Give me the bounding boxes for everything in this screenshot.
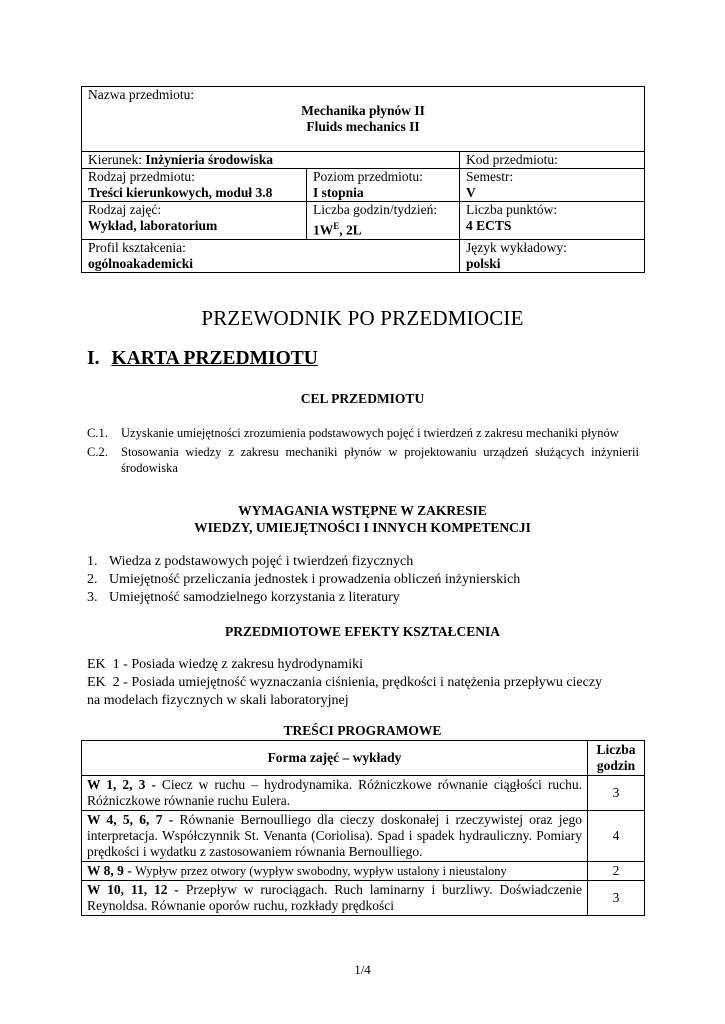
hours-value-sup: E (333, 221, 340, 231)
col-form-header: Forma zajęć – wykłady (82, 741, 588, 776)
lecture-cell (82, 881, 588, 916)
lecture-hours: 2 (588, 862, 645, 881)
goals-list (87, 425, 639, 479)
hours-label: Liczba godzin/tydzień: (313, 202, 438, 217)
type-cell (82, 169, 307, 202)
requirement-number: 1. (87, 554, 98, 569)
requirements-heading-2: WIEDZY, UMIEJĘTNOŚCI I INNYCH KOMPETENCJI (194, 520, 531, 535)
course-info-table (81, 86, 645, 273)
lecture-number: W 1, 2, 3 - (87, 777, 162, 792)
goal-text: Stosowania wiedzy z zakresu mechaniki płynów w projektowaniu urządzeń służących inżynierii środowiska (121, 445, 639, 475)
goal-text: Uzyskanie umiejętności zrozumienia podstawowych pojęć i twierdzeń z zakresu mechaniki płynów (121, 426, 619, 440)
language-cell (460, 239, 645, 272)
table-row (82, 881, 645, 916)
section-number: I. (87, 348, 100, 369)
hours-value (313, 218, 453, 239)
level-value: I stopnia (313, 185, 364, 200)
requirement-text: Wiedza z podstawowych pojęć i twierdzeń fizycznych (109, 554, 414, 569)
requirement-number: 2. (87, 572, 98, 587)
table-row (82, 811, 645, 862)
lecture-cell (82, 811, 588, 862)
type-label: Rodzaj przedmiotu: (88, 169, 195, 184)
effects-heading: PRZEDMIOTOWE EFEKTY KSZTAŁCENIA (224, 624, 501, 639)
classes-value: Wykład, laboratorium (88, 218, 218, 233)
profile-label: Profil kształcenia: (88, 239, 186, 255)
section-heading (87, 348, 318, 370)
requirement-text: Umiejętność samodzielnego korzystania z literatury (109, 590, 400, 605)
lecture-text: Równanie Bernoulliego dla cieczy doskonałej i rzeczywistej oraz jego interpretacja. Współczynnik St. Venanta (Coriolisa). Spad i spadek hydrauliczny. Pomiary prędkości i wydatku z zastosowaniem równania Bernoulliego. (87, 812, 582, 859)
lecture-hours: 3 (588, 776, 645, 811)
requirement-item (87, 589, 647, 607)
language-label: Język wykładowy: (466, 239, 567, 255)
lecture-cell (82, 862, 588, 881)
classes-cell (82, 202, 307, 240)
goal-item (87, 444, 639, 476)
classes-label: Rodzaj zajęć: (88, 202, 162, 217)
col-hours-header-2: godzin (596, 758, 636, 773)
code-cell (460, 152, 645, 169)
main-title: PRZEWODNIK PO PRZEDMIOCIE (201, 306, 524, 330)
field-label: Kierunek: (88, 152, 142, 167)
semester-value: V (466, 185, 476, 200)
course-name-en: Fluids mechanics II (306, 119, 420, 134)
type-value: Treści kierunkowych, moduł 3.8 (88, 185, 273, 200)
lecture-hours: 4 (588, 811, 645, 862)
effect-code: EK 2 - (87, 675, 132, 690)
field-value: Inżynieria środowiska (145, 152, 274, 167)
program-heading: TREŚCI PROGRAMOWE (283, 723, 442, 738)
semester-label: Semestr: (466, 169, 514, 184)
level-label: Poziom przedmiotu: (313, 169, 423, 184)
effect-code: EK 1 - (87, 657, 132, 672)
code-label: Kod przedmiotu: (466, 152, 558, 167)
effect-item (87, 656, 639, 674)
points-value: 4 ECTS (466, 218, 512, 233)
section-title: KARTA PRZEDMIOTU (111, 348, 318, 369)
lecture-text: Ciecz w ruchu – hydrodynamika. Różniczkowe równanie ciągłości ruchu. Różniczkowe równanie ruchu Eulera. (87, 777, 582, 808)
requirement-item (87, 553, 647, 571)
requirement-text: Umiejętność przeliczania jednostek i prowadzenia obliczeń inżynierskich (109, 572, 521, 587)
goal-item (87, 425, 639, 441)
semester-cell (460, 169, 645, 202)
program-table-header (82, 741, 645, 776)
lecture-cell (82, 776, 588, 811)
table-row (82, 862, 645, 881)
page-number: 1/4 (354, 962, 371, 977)
requirements-heading-1: WYMAGANIA WSTĘPNE W ZAKRESIE (238, 503, 487, 518)
lecture-number: W 8, 9 - (87, 863, 136, 878)
lecture-text: Wypływ przez otwory (wypływ swobodny, wypływ ustalony i nieustalony (135, 864, 507, 878)
hours-value-base: 1W (313, 222, 334, 238)
points-label: Liczba punktów: (466, 202, 558, 217)
col-hours-header (588, 741, 645, 776)
effect-text: Posiada wiedzę z zakresu hydrodynamiki (131, 657, 364, 672)
field-cell (82, 152, 460, 169)
effect-item (87, 674, 639, 692)
profile-cell (82, 239, 460, 272)
effects-list (87, 656, 639, 710)
course-name-pl: Mechanika płynów II (301, 103, 425, 118)
requirements-list (87, 553, 647, 607)
lecture-text: Przepływ w rurociągach. Ruch laminarny i burzliwy. Doświadczenie Reynoldsa. Równanie oporów ruchu, rozkłady prędkości (87, 882, 582, 913)
goal-code: C.1. (87, 426, 108, 440)
table-row (82, 776, 645, 811)
language-value: polski (466, 255, 501, 271)
profile-value: ogólnoakademicki (88, 255, 194, 271)
requirement-item (87, 571, 647, 589)
lecture-hours: 3 (588, 881, 645, 916)
hours-cell (307, 202, 460, 240)
lecture-number: W 10, 11, 12 - (87, 882, 186, 897)
lecture-number: W 4, 5, 6, 7 - (87, 812, 180, 827)
points-cell (460, 202, 645, 240)
course-name-label: Nazwa przedmiotu: (88, 87, 195, 102)
effect-continuation: na modelach fizycznych w skali laboratoryjnej (87, 693, 349, 708)
level-cell (307, 169, 460, 202)
course-name-cell (82, 87, 645, 152)
goals-heading: CEL PRZEDMIOTU (300, 391, 425, 406)
effect-text: Posiada umiejętność wyznaczania ciśnienia, prędkości i natężenia przepływu cieczy (131, 675, 603, 690)
requirement-number: 3. (87, 590, 98, 605)
col-hours-header-1: Liczba (596, 742, 636, 757)
hours-value-rest: , 2L (339, 222, 362, 238)
goal-code: C.2. (87, 445, 108, 459)
program-table (81, 740, 645, 916)
